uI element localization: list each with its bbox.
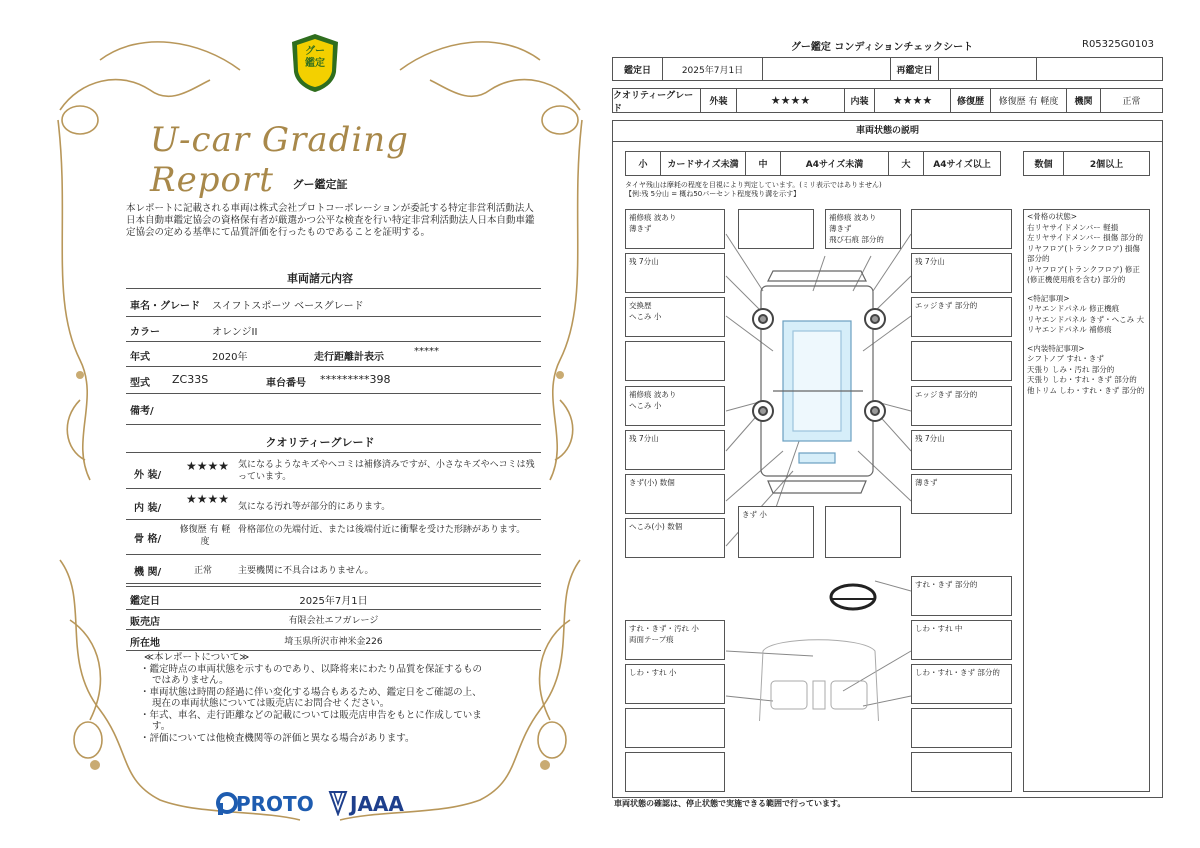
date-label: 鑑定日 bbox=[130, 596, 160, 607]
grade-row-exterior bbox=[126, 454, 541, 489]
mileage-label: 走行距離計表示 bbox=[314, 352, 384, 363]
grade-desc-interior: 気になる汚れ等が部分的にあります。 bbox=[238, 502, 391, 512]
side-note: 天張り しわ・すれ・きず 部分的 bbox=[1027, 375, 1137, 384]
spec-row-model bbox=[126, 367, 541, 394]
grade-desc-engine: 主要機関に不具合はありません。 bbox=[238, 566, 374, 576]
count-label: 数個 bbox=[1024, 152, 1064, 175]
date-row bbox=[126, 586, 541, 610]
date-label-cell: 鑑定日 bbox=[613, 58, 663, 80]
grade-value-frame: 修復歴 有 軽度 bbox=[179, 525, 231, 547]
grade-value-exterior: ★★★★ bbox=[186, 459, 230, 473]
note-item: ・鑑定時点の車両状態を示すものであり、以降将来にわたり品質を保証するものではありません。 bbox=[140, 663, 483, 686]
side-note: リヤフロア(トランクフロア) 修正(修正機使用痕を含む) 部分的 bbox=[1027, 264, 1140, 284]
addr-value: 埼玉県所沢市神米金226 bbox=[284, 637, 383, 647]
model-value: ZC33S bbox=[172, 373, 209, 386]
quality-label-cell: クオリティーグレード bbox=[613, 89, 701, 112]
side-note: <特記事項> bbox=[1027, 293, 1070, 303]
engine-value-cell: 正常 bbox=[1122, 97, 1141, 107]
sheet-id: R05325G0103 bbox=[1082, 39, 1154, 50]
side-note: リヤエンドパネル きず・へこみ 大 bbox=[1027, 314, 1144, 324]
comment-box: 補修痕 波あり へこみ 小 bbox=[625, 386, 725, 426]
comment-box bbox=[738, 209, 814, 249]
car-top-view bbox=[761, 271, 873, 493]
comment-box: すれ・きず・汚れ 小 両面テープ痕 bbox=[625, 620, 725, 660]
condition-title: 車両状態の説明 bbox=[613, 121, 1162, 142]
cert-title: グー鑑定証 bbox=[292, 178, 348, 191]
color-label: カラー bbox=[130, 327, 160, 338]
size-small: 小 bbox=[626, 152, 661, 175]
grade-label-frame: 骨 格/ bbox=[134, 534, 162, 545]
grade-row-frame bbox=[126, 520, 541, 555]
year-label: 年式 bbox=[130, 352, 150, 363]
grade-label-exterior: 外 装/ bbox=[134, 470, 162, 481]
side-note: <骨格の状態> bbox=[1027, 212, 1078, 221]
repair-value-cell: 修復歴 有 軽度 bbox=[991, 89, 1067, 112]
grade-value-engine: 正常 bbox=[194, 566, 213, 576]
condition-check-sheet bbox=[612, 30, 1164, 810]
quality-table bbox=[612, 88, 1163, 113]
comment-box bbox=[911, 708, 1012, 748]
comment-box: 交換歴 へこみ 小 bbox=[625, 297, 725, 337]
spec-row-name bbox=[126, 290, 541, 317]
engine-label-cell: 機関 bbox=[1067, 89, 1101, 112]
spec-row-year bbox=[126, 342, 541, 367]
redate-value-cell bbox=[939, 58, 1037, 80]
comment-box: すれ・きず 部分的 bbox=[911, 576, 1012, 616]
model-label: 型式 bbox=[130, 378, 150, 389]
side-note: 他トリム しわ・すれ・きず 部分的 bbox=[1027, 385, 1145, 395]
size-large: 大 bbox=[889, 152, 924, 175]
side-note: 天張り しみ・汚れ 部分的 bbox=[1027, 364, 1115, 374]
grade-title: クオリティーグレード bbox=[265, 436, 375, 449]
note-item: ・評価については他検査機関等の評価と異なる場合があります。 bbox=[140, 732, 415, 744]
comment-box: 補修痕 波あり 薄きず 飛び石痕 部分的 bbox=[825, 209, 901, 249]
comment-box bbox=[911, 209, 1012, 249]
notes-title: ≪本レポートについて≫ bbox=[144, 652, 250, 663]
side-note: 左リヤサイドメンバー 損傷 部分的 bbox=[1027, 233, 1143, 242]
date-value: 2025年7月1日 bbox=[299, 596, 368, 607]
comment-box: 残 7分山 bbox=[625, 430, 725, 470]
ext-value-cell: ★★★★ bbox=[737, 89, 845, 112]
car-interior-view bbox=[757, 640, 881, 721]
side-note: リヤフロア(トランクフロア) 損傷 部分的 bbox=[1027, 243, 1140, 263]
side-note: リヤエンドパネル 補修痕 bbox=[1027, 325, 1112, 334]
report-notes bbox=[140, 652, 490, 744]
comment-box: しわ・すれ・きず 部分的 bbox=[911, 664, 1012, 704]
chassis-label: 車台番号 bbox=[266, 378, 306, 389]
spec-row-color bbox=[126, 317, 541, 342]
jaaa-logo-text: JAAA bbox=[350, 792, 404, 816]
comment-box: エッジきず 部分的 bbox=[911, 297, 1012, 337]
side-note: <内装特記事項> bbox=[1027, 343, 1085, 353]
grade-row-interior bbox=[126, 489, 541, 520]
grade-title-rule bbox=[126, 452, 541, 453]
badge-text: グー 鑑定 bbox=[305, 46, 325, 69]
note-item: ・年式、車名、走行距離などの記載については販売店申告をもとに作成しています。 bbox=[140, 709, 482, 732]
comment-box: 残 7分山 bbox=[625, 253, 725, 293]
addr-label: 所在地 bbox=[130, 638, 160, 649]
grade-label-interior: 内 装/ bbox=[134, 503, 162, 514]
dealer-row bbox=[126, 609, 541, 630]
proto-mark-icon bbox=[216, 792, 238, 816]
redate-label-cell: 再鑑定日 bbox=[891, 58, 939, 80]
steering-wheel-icon bbox=[831, 585, 875, 609]
sheet-footer: 車両状態の確認は、停止状態で実施できる範囲で行っています。 bbox=[614, 799, 846, 808]
comment-box: へこみ(小) 数個 bbox=[625, 518, 725, 558]
int-label-cell: 内装 bbox=[845, 89, 875, 112]
jaaa-mark-icon bbox=[328, 790, 348, 816]
size-mid-desc: A4サイズ未満 bbox=[781, 152, 889, 175]
intro-text: 本レポートに記載される車両は株式会社プロトコーポレーションが委託する特定非営利活動法人日本自動車鑑定協会の資格保有者が厳選かつ公平な検査を行い特定非営利活動法人日本自動車鑑定協会の定める基準にて品質評価を行ったものであることを証明する。 bbox=[126, 203, 535, 238]
count-desc: 2個以上 bbox=[1089, 160, 1124, 170]
grading-report-page bbox=[40, 20, 600, 840]
grade-label-engine: 機 関/ bbox=[134, 567, 162, 578]
side-note: 右リヤサイドメンバー 軽損 bbox=[1027, 222, 1119, 232]
grade-value-interior: ★★★★ bbox=[186, 492, 230, 506]
comment-box: 薄きず bbox=[911, 474, 1012, 514]
repair-label-cell: 修復歴 bbox=[951, 89, 991, 112]
comment-box: きず(小) 数個 bbox=[625, 474, 725, 514]
comment-box: 残 7分山 bbox=[911, 430, 1012, 470]
dealer-label: 販売店 bbox=[130, 617, 160, 628]
date-blank-cell bbox=[763, 58, 891, 80]
name-label: 車名・グレード bbox=[130, 301, 200, 312]
chassis-value: *********398 bbox=[320, 373, 391, 386]
size-mid: 中 bbox=[746, 152, 781, 175]
mileage-value: ***** bbox=[414, 346, 439, 357]
size-large-desc: A4サイズ以上 bbox=[933, 160, 991, 170]
comment-box: 補修痕 波あり 薄きず bbox=[625, 209, 725, 249]
sheet-title: グー鑑定 コンディションチェックシート bbox=[790, 42, 974, 53]
size-small-desc: カードサイズ未満 bbox=[661, 152, 746, 175]
color-value: オレンジII bbox=[212, 327, 258, 338]
condition-panel bbox=[612, 120, 1163, 798]
comment-box bbox=[625, 752, 725, 792]
year-value: 2020年 bbox=[212, 352, 248, 363]
date-table bbox=[612, 57, 1163, 81]
comment-box bbox=[625, 708, 725, 748]
ext-label-cell: 外装 bbox=[701, 89, 737, 112]
comment-box: しわ・すれ 中 bbox=[911, 620, 1012, 660]
grade-row-engine bbox=[126, 555, 541, 584]
side-note: リヤエンドパネル 修正機痕 bbox=[1027, 304, 1120, 313]
address-row bbox=[126, 630, 541, 651]
frame-notes-panel bbox=[1023, 209, 1150, 792]
comment-box: しわ・すれ 小 bbox=[625, 664, 725, 704]
comment-box: きず 小 bbox=[738, 506, 814, 558]
comment-box bbox=[625, 341, 725, 381]
proto-logo-text: PROTO bbox=[236, 792, 314, 816]
side-note: シフトノブ すれ・きず bbox=[1027, 354, 1104, 363]
comment-box: 残 7分山 bbox=[911, 253, 1012, 293]
tire-example: 【例:残 5分山 = 概ね50パーセント程度残り溝を示す】 bbox=[625, 190, 801, 198]
date-value-cell: 2025年7月1日 bbox=[663, 58, 763, 80]
grade-desc-exterior: 気になるようなキズやヘコミは補修済みですが、小さなキズやヘコミは残っています。 bbox=[238, 460, 535, 482]
spec-title: 車両諸元内容 bbox=[287, 272, 353, 285]
spec-row-remarks bbox=[126, 394, 541, 425]
side-note bbox=[1027, 286, 1146, 294]
tire-note: タイヤ残山は摩耗の程度を目視により判定しています。(ミリ表示ではありません) bbox=[625, 181, 882, 189]
comment-box bbox=[911, 341, 1012, 381]
report-script-title: U-car Grading Report bbox=[150, 120, 409, 200]
int-value-cell: ★★★★ bbox=[875, 89, 951, 112]
redate-blank-cell bbox=[1037, 58, 1162, 80]
goo-badge bbox=[288, 32, 342, 94]
comment-box: エッジきず 部分的 bbox=[911, 386, 1012, 426]
comment-box bbox=[825, 506, 901, 558]
grade-desc-frame: 骨格部位の先端付近、または後端付近に衝撃を受けた形跡があります。 bbox=[238, 525, 526, 535]
dealer-value: 有限会社エフガレージ bbox=[288, 616, 379, 626]
name-value: スイフトスポーツ ベースグレード bbox=[212, 301, 364, 312]
side-note bbox=[1027, 336, 1146, 344]
spec-title-rule bbox=[126, 288, 541, 289]
remarks-label: 備考/ bbox=[130, 406, 154, 417]
comment-box bbox=[911, 752, 1012, 792]
note-item: ・車両状態は時間の経過に伴い変化する場合もあるため、鑑定日をご確認の上、現在の車両状態については販売店にお問合せください。 bbox=[140, 686, 482, 709]
